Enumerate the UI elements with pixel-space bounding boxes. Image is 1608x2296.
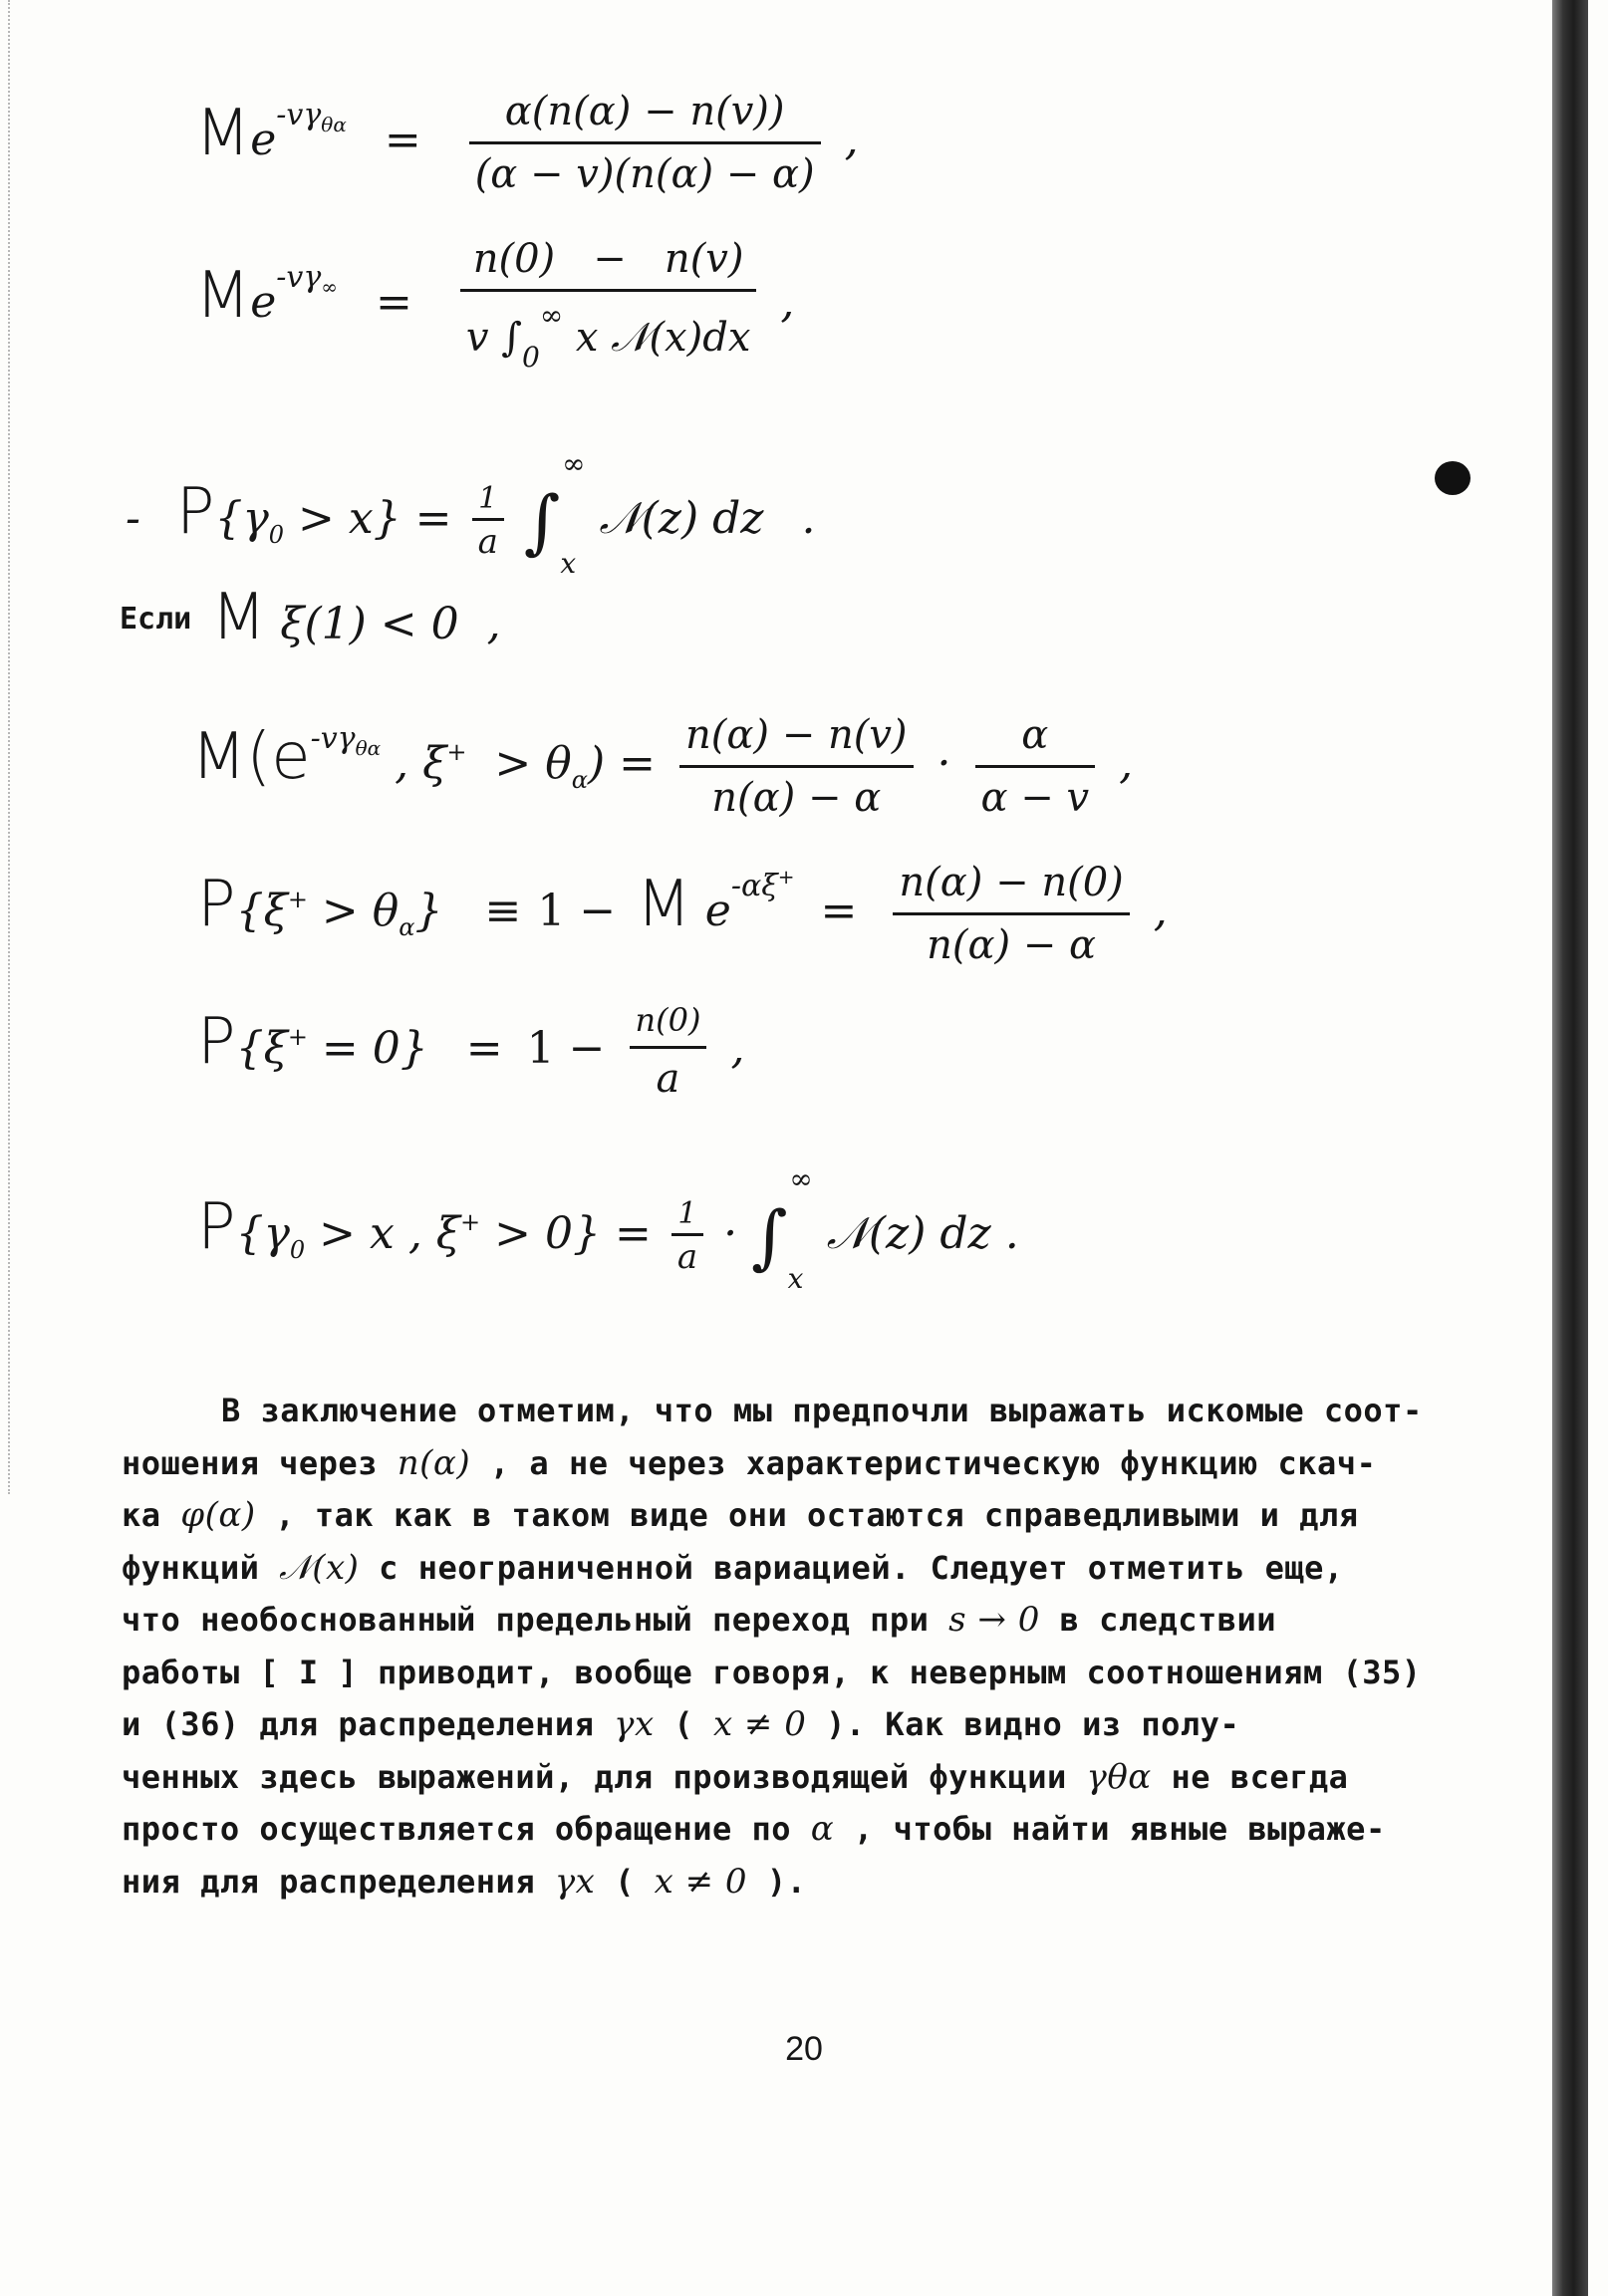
formula-3: - $P\{\gamma_0 > x\}$ = $\frac{1}{a}$ $\int_x^\infty$ 𝒩(z) dz .	[126, 447, 816, 580]
paragraph-line-8: ченных здесь выражений, для производящей функции γθα не всегда	[122, 1756, 1349, 1797]
formula-5: $M(e^{-v\gamma_{\theta\alpha}}$ , $\xi^+ > \theta_\alpha$) = $\frac{n(\alpha) - n(v)}{n(\alpha) - \alpha}$ · $\frac{\alpha}{\alpha - v}$ ,	[191, 712, 1134, 821]
paragraph-line-2: ношения через n(α) , а не через характеристическую функцию скач-	[122, 1442, 1377, 1483]
ink-blot	[1435, 461, 1471, 495]
formula-source	[0, 0, 1, 1]
paragraph-line-5: что необоснованный предельный переход при s → 0 в следствии	[122, 1600, 1277, 1640]
page-number: 20	[785, 2030, 823, 2068]
formula-8: $P\{\gamma_0 > x$ , ξ+ > 0} = $\frac{1}{a}$ · $\int_x^\infty$ 𝒩(z) dz .	[197, 1162, 1019, 1295]
scan-edge-shadow	[1552, 0, 1588, 2296]
scan-left-specks	[8, 0, 20, 1494]
paragraph-line-3: ка φ(α) , так как в таком виде они остаются справедливыми и для	[122, 1495, 1359, 1535]
paragraph-line-7: и (36) для распределения γx ( x ≠ 0 ). Как видно из полу-	[122, 1704, 1240, 1744]
paragraph-line-1: В заключение отметим, что мы предпочли выражать искомые соот-	[221, 1392, 1423, 1429]
formula-2: $Me^{-v\gamma_\infty}$ = $\frac{n(0) - n(v)}{v \int_0^\infty x 𝒩(x)dx}$ ,	[195, 236, 795, 374]
paragraph-line-9: просто осуществляется обращение по α , чтобы найти явные выраже-	[122, 1809, 1386, 1849]
paragraph-line-6: работы [ I ] приводит, вообще говоря, к неверным соотношениям (35)	[122, 1653, 1422, 1691]
if-label: Если	[120, 602, 192, 637]
formula-1: $Me^{-v\gamma_{\theta\alpha}}$ = $\frac{\alpha(n(\alpha) - n(v))}{(\alpha - v)(n(\alpha) - \alpha)}$ ,	[195, 89, 859, 197]
paragraph-line-10: ния для распределения γx ( x ≠ 0 ).	[122, 1861, 807, 1902]
formula-4: M ξ(1) < 0 ,	[211, 581, 501, 654]
formula-6: $P\{\xi^+ > \theta_\alpha\} \equiv 1 - M$ $e^{-\alpha\xi^+}$ = $\frac{n(\alpha) - n(0)}{n(\alpha) - \alpha}$ ,	[197, 860, 1168, 968]
conclusion-paragraph	[122, 1385, 1486, 1908]
formula-7: P{ξ+ = 0} = 1 − $\frac{n(0)}{a}$ ,	[197, 1001, 745, 1102]
paragraph-line-4: функций 𝒩(x) с неограниченной вариацией. Следует отметить еще,	[122, 1547, 1344, 1588]
